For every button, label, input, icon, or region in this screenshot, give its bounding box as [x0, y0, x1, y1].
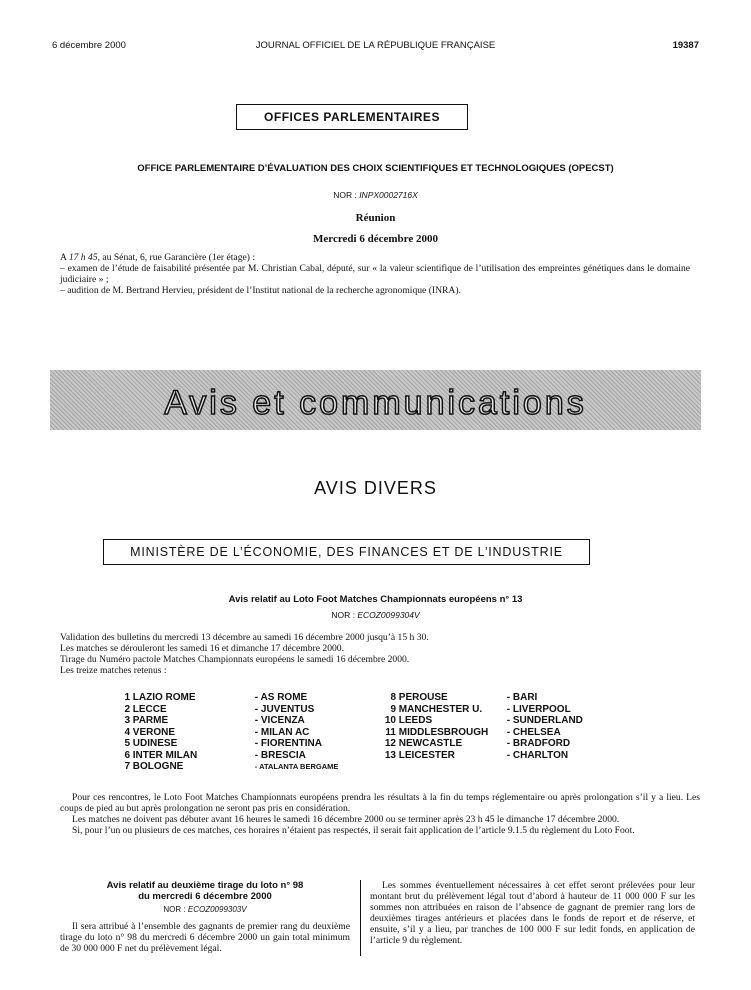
reunion-heading: Réunion — [355, 212, 396, 224]
match-row: 13 LEICESTER - CHARLTON — [384, 749, 569, 761]
rules-para-2: Les matches ne doivent pas débuter avant 16 heures le samedi 16 décembre 2000 ou se terminer après 23 h 45 le dimanche 17 décembre 2000. — [72, 814, 620, 825]
loto-left-text: Il sera attribué à l’ensemble des gagnants de premier rang du deuxième tirage du loto n° 98 du mercredi 6 décembre 2000 un gain total minimum de 30 000 000 F net du prélèvement légal. — [60, 921, 350, 954]
loto-foot-rules — [60, 792, 700, 836]
avis-divers-title: AVIS DIVERS — [314, 478, 437, 498]
match-row: 11 MIDDLESBROUGH - CHELSEA — [385, 726, 561, 738]
opecst-title: OFFICE PARLEMENTAIRE D’ÉVALUATION DES CHOIX SCIENTIFIQUES ET TECHNOLOGIQUES (OPECST) — [137, 163, 614, 174]
column-divider — [360, 880, 361, 956]
matches-right — [380, 692, 583, 761]
reunion-time-line: A 17 h 45, au Sénat, 6, rue Garancière (1er étage) : — [60, 252, 256, 263]
match-row: 6 INTER MILAN - BRESCIA — [124, 749, 306, 761]
loto-title-line-1: Avis relatif au deuxième tirage du loto n° 98 — [106, 880, 304, 891]
match-row: 7 BOLOGNE - ATALANTA BERGAME — [124, 761, 339, 772]
match-row: 2 LECCE - JUVENTUS — [124, 703, 315, 715]
journal-title: JOURNAL OFFICIEL DE LA RÉPUBLIQUE FRANÇAISE — [255, 40, 496, 51]
page-number: 19387 — [672, 40, 699, 51]
header-date: 6 décembre 2000 — [52, 40, 126, 51]
opecst-nor — [0, 190, 751, 200]
intro-line: Tirage du Numéro pactole Matches Championnats européens le samedi 16 décembre 2000. — [60, 654, 410, 665]
offices-box-title: OFFICES PARLEMENTAIRES — [236, 104, 468, 130]
loto-right-text: Les sommes éventuellement nécessaires à cet effet seront prélevées pour leur montant brut du prélèvement légal tout d’abord à hauteur de 11 000 000 F sur les sommes non attribuées en raison de l’absence de gagnant de premier rang lors de deuxièmes tirages antérieurs et placées dans le fonds de report et de réserve, et ensuite, s’il y a lieu, par tranches de 100 000 F sur ledit fonds, en application de l’article 9 du règlement. — [370, 880, 695, 946]
ministry-box: MINISTÈRE DE L’ÉCONOMIE, DES FINANCES ET DE L’INDUSTRIE — [103, 539, 590, 565]
rules-para-3: Si, pour l’un ou plusieurs de ces matches, ces horaires n’étaient pas respectés, il serait fait application de l’article 9.1.5 du règlement du Loto Foot. — [72, 825, 635, 836]
reunion-details — [60, 252, 690, 296]
loto-foot-intro — [60, 632, 700, 676]
loto-foot-title: Avis relatif au Loto Foot Matches Championnats européens n° 13 — [228, 594, 523, 605]
loto-nor: NOR : ECOZ0099303V — [163, 905, 247, 914]
intro-line: Les treize matches retenus : — [60, 665, 167, 676]
rules-para-1: Pour ces rencontres, le Loto Foot Matches Championnats européens prendra les résultats à la fin du temps réglementaire ou après prolongation s’il y a lieu. Les coups de pied au but après prolongation ne seront pas pris en considération. — [60, 792, 700, 814]
section-banner — [50, 370, 701, 430]
nor-label: NOR : — [333, 190, 357, 200]
match-row: 5 UDINESE - FIORENTINA — [124, 738, 322, 749]
reunion-date: Mercredi 6 décembre 2000 — [313, 233, 438, 245]
loto-title — [60, 880, 350, 902]
loto-title-line-2: du mercredi 6 décembre 2000 — [138, 891, 272, 902]
intro-line: Les matches se dérouleront les samedi 16 et dimanche 17 décembre 2000. — [60, 643, 344, 654]
match-row: 10 LEEDS - SUNDERLAND — [384, 715, 583, 726]
matches-left — [118, 692, 338, 773]
agenda-item-2: – audition de M. Bertrand Hervieu, président de l’Institut national de la recherche agronomique (INRA). — [60, 285, 461, 296]
match-row: 3 PARME - VICENZA — [124, 715, 305, 726]
match-row: 12 NEWCASTLE - BRADFORD — [384, 738, 571, 749]
match-row: 9 MANCHESTER U. - LIVERPOOL — [390, 703, 571, 715]
match-row: 4 VERONE - MILAN AC — [124, 726, 310, 738]
match-row: 8 PEROUSE - BARI — [390, 692, 538, 703]
intro-line: Validation des bulletins du mercredi 13 décembre au samedi 16 décembre 2000 jusqu’à 15 h 30. — [60, 632, 429, 643]
loto-foot-nor: NOR : ECOZ0099304V — [331, 610, 420, 620]
match-row: 1 LAZIO ROME - AS ROME — [124, 692, 308, 703]
agenda-item-1: – examen de l’étude de faisabilité présentée par M. Christian Cabal, député, sur « la valeur scientifique de l’utilisation des empreintes génétiques dans le domaine judiciaire » ; — [60, 263, 690, 285]
banner-title: Avis et communications — [164, 384, 587, 422]
nor-code: INPX0002716X — [359, 190, 418, 200]
